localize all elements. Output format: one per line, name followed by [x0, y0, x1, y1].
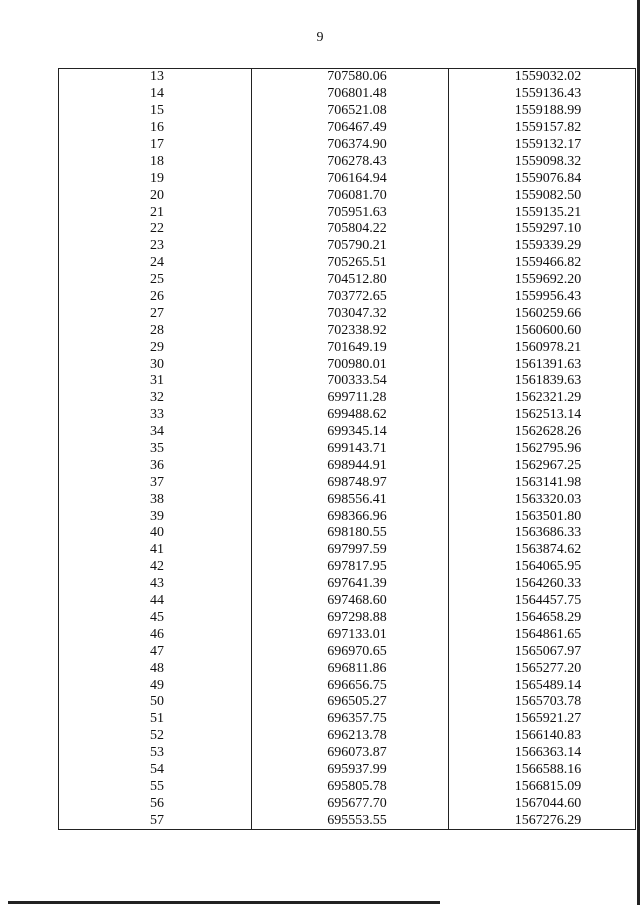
- table-row: [59, 103, 636, 120]
- x-coordinate-cell: 706467.49: [252, 120, 449, 137]
- y-coordinate-cell: 1563874.62: [449, 542, 636, 559]
- point-number-cell: 29: [59, 339, 252, 356]
- y-coordinate-cell: 1565489.14: [449, 677, 636, 694]
- x-coordinate-cell: 704512.80: [252, 272, 449, 289]
- table-row: [59, 762, 636, 779]
- table-row: [59, 238, 636, 255]
- point-number-cell: 52: [59, 728, 252, 745]
- x-coordinate-cell: 701649.19: [252, 339, 449, 356]
- y-coordinate-cell: 1559297.10: [449, 221, 636, 238]
- table-row: [59, 424, 636, 441]
- point-number-cell: 43: [59, 576, 252, 593]
- point-number-cell: 35: [59, 441, 252, 458]
- y-coordinate-cell: 1565277.20: [449, 660, 636, 677]
- table-row: [59, 69, 636, 86]
- table-row: [59, 255, 636, 272]
- table-row: [59, 170, 636, 187]
- table-row: [59, 812, 636, 829]
- point-number-cell: 18: [59, 153, 252, 170]
- x-coordinate-cell: 697997.59: [252, 542, 449, 559]
- y-coordinate-cell: 1559136.43: [449, 86, 636, 103]
- y-coordinate-cell: 1565921.27: [449, 711, 636, 728]
- y-coordinate-cell: 1564861.65: [449, 626, 636, 643]
- x-coordinate-cell: 699711.28: [252, 390, 449, 407]
- y-coordinate-cell: 1559132.17: [449, 137, 636, 154]
- x-coordinate-cell: 698556.41: [252, 491, 449, 508]
- y-coordinate-cell: 1559157.82: [449, 120, 636, 137]
- x-coordinate-cell: 706278.43: [252, 153, 449, 170]
- x-coordinate-cell: 700980.01: [252, 356, 449, 373]
- table-row: [59, 643, 636, 660]
- point-number-cell: 57: [59, 812, 252, 829]
- y-coordinate-cell: 1562321.29: [449, 390, 636, 407]
- x-coordinate-cell: 706801.48: [252, 86, 449, 103]
- x-coordinate-cell: 697298.88: [252, 610, 449, 627]
- x-coordinate-cell: 696656.75: [252, 677, 449, 694]
- point-number-cell: 47: [59, 643, 252, 660]
- table-row: [59, 457, 636, 474]
- point-number-cell: 30: [59, 356, 252, 373]
- point-number-cell: 31: [59, 373, 252, 390]
- point-number-cell: 45: [59, 610, 252, 627]
- point-number-cell: 28: [59, 322, 252, 339]
- x-coordinate-cell: 703047.32: [252, 305, 449, 322]
- y-coordinate-cell: 1559076.84: [449, 170, 636, 187]
- point-number-cell: 42: [59, 559, 252, 576]
- bottom-rule: [8, 901, 440, 904]
- table-row: [59, 474, 636, 491]
- y-coordinate-cell: 1560259.66: [449, 305, 636, 322]
- table-row: [59, 677, 636, 694]
- point-number-cell: 37: [59, 474, 252, 491]
- point-number-cell: 13: [59, 69, 252, 86]
- y-coordinate-cell: 1559082.50: [449, 187, 636, 204]
- y-coordinate-cell: 1567044.60: [449, 795, 636, 812]
- x-coordinate-cell: 706521.08: [252, 103, 449, 120]
- x-coordinate-cell: 695805.78: [252, 778, 449, 795]
- table-row: [59, 795, 636, 812]
- y-coordinate-cell: 1563320.03: [449, 491, 636, 508]
- point-number-cell: 26: [59, 289, 252, 306]
- table-row: [59, 339, 636, 356]
- x-coordinate-cell: 705951.63: [252, 204, 449, 221]
- x-coordinate-cell: 703772.65: [252, 289, 449, 306]
- y-coordinate-cell: 1562795.96: [449, 441, 636, 458]
- point-number-cell: 40: [59, 525, 252, 542]
- table-row: [59, 745, 636, 762]
- x-coordinate-cell: 696970.65: [252, 643, 449, 660]
- x-coordinate-cell: 705804.22: [252, 221, 449, 238]
- table-row: [59, 272, 636, 289]
- point-number-cell: 25: [59, 272, 252, 289]
- y-coordinate-cell: 1567276.29: [449, 812, 636, 829]
- point-number-cell: 54: [59, 762, 252, 779]
- point-number-cell: 32: [59, 390, 252, 407]
- table-row: [59, 576, 636, 593]
- table-row: [59, 120, 636, 137]
- point-number-cell: 21: [59, 204, 252, 221]
- point-number-cell: 27: [59, 305, 252, 322]
- point-number-cell: 22: [59, 221, 252, 238]
- x-coordinate-cell: 697641.39: [252, 576, 449, 593]
- table-row: [59, 728, 636, 745]
- y-coordinate-cell: 1560978.21: [449, 339, 636, 356]
- table-row: [59, 356, 636, 373]
- x-coordinate-cell: 697817.95: [252, 559, 449, 576]
- point-number-cell: 17: [59, 137, 252, 154]
- x-coordinate-cell: 697133.01: [252, 626, 449, 643]
- x-coordinate-cell: 698748.97: [252, 474, 449, 491]
- point-number-cell: 34: [59, 424, 252, 441]
- y-coordinate-cell: 1562628.26: [449, 424, 636, 441]
- y-coordinate-cell: 1559339.29: [449, 238, 636, 255]
- point-number-cell: 20: [59, 187, 252, 204]
- table-row: [59, 660, 636, 677]
- x-coordinate-cell: 695937.99: [252, 762, 449, 779]
- table-row: [59, 204, 636, 221]
- y-coordinate-cell: 1565703.78: [449, 694, 636, 711]
- point-number-cell: 49: [59, 677, 252, 694]
- x-coordinate-cell: 706164.94: [252, 170, 449, 187]
- x-coordinate-cell: 695677.70: [252, 795, 449, 812]
- y-coordinate-cell: 1562513.14: [449, 407, 636, 424]
- table-row: [59, 137, 636, 154]
- point-number-cell: 36: [59, 457, 252, 474]
- y-coordinate-cell: 1566140.83: [449, 728, 636, 745]
- y-coordinate-cell: 1559098.32: [449, 153, 636, 170]
- x-coordinate-cell: 696073.87: [252, 745, 449, 762]
- x-coordinate-cell: 698366.96: [252, 508, 449, 525]
- point-number-cell: 56: [59, 795, 252, 812]
- point-number-cell: 33: [59, 407, 252, 424]
- point-number-cell: 48: [59, 660, 252, 677]
- point-number-cell: 38: [59, 491, 252, 508]
- y-coordinate-cell: 1566815.09: [449, 778, 636, 795]
- table-row: [59, 407, 636, 424]
- coordinates-table: [58, 68, 636, 830]
- table-row: [59, 610, 636, 627]
- y-coordinate-cell: 1561391.63: [449, 356, 636, 373]
- y-coordinate-cell: 1565067.97: [449, 643, 636, 660]
- table-row: [59, 694, 636, 711]
- point-number-cell: 41: [59, 542, 252, 559]
- table-row: [59, 559, 636, 576]
- table-row: [59, 711, 636, 728]
- y-coordinate-cell: 1562967.25: [449, 457, 636, 474]
- x-coordinate-cell: 706081.70: [252, 187, 449, 204]
- table-row: [59, 289, 636, 306]
- table-row: [59, 373, 636, 390]
- point-number-cell: 14: [59, 86, 252, 103]
- point-number-cell: 51: [59, 711, 252, 728]
- x-coordinate-cell: 699488.62: [252, 407, 449, 424]
- x-coordinate-cell: 696213.78: [252, 728, 449, 745]
- table-row: [59, 305, 636, 322]
- y-coordinate-cell: 1559032.02: [449, 69, 636, 86]
- x-coordinate-cell: 702338.92: [252, 322, 449, 339]
- table-row: [59, 491, 636, 508]
- table-row: [59, 593, 636, 610]
- coordinates-table-body: [59, 69, 636, 830]
- table-row: [59, 390, 636, 407]
- point-number-cell: 15: [59, 103, 252, 120]
- table-row: [59, 778, 636, 795]
- x-coordinate-cell: 696505.27: [252, 694, 449, 711]
- table-row: [59, 187, 636, 204]
- point-number-cell: 50: [59, 694, 252, 711]
- x-coordinate-cell: 707580.06: [252, 69, 449, 86]
- x-coordinate-cell: 696357.75: [252, 711, 449, 728]
- y-coordinate-cell: 1559692.20: [449, 272, 636, 289]
- x-coordinate-cell: 699143.71: [252, 441, 449, 458]
- y-coordinate-cell: 1566588.16: [449, 762, 636, 779]
- y-coordinate-cell: 1561839.63: [449, 373, 636, 390]
- x-coordinate-cell: 705265.51: [252, 255, 449, 272]
- y-coordinate-cell: 1564260.33: [449, 576, 636, 593]
- point-number-cell: 24: [59, 255, 252, 272]
- y-coordinate-cell: 1566363.14: [449, 745, 636, 762]
- x-coordinate-cell: 696811.86: [252, 660, 449, 677]
- y-coordinate-cell: 1559466.82: [449, 255, 636, 272]
- table-row: [59, 441, 636, 458]
- table-row: [59, 542, 636, 559]
- point-number-cell: 19: [59, 170, 252, 187]
- x-coordinate-cell: 698944.91: [252, 457, 449, 474]
- y-coordinate-cell: 1559188.99: [449, 103, 636, 120]
- table-row: [59, 525, 636, 542]
- y-coordinate-cell: 1563686.33: [449, 525, 636, 542]
- y-coordinate-cell: 1560600.60: [449, 322, 636, 339]
- point-number-cell: 23: [59, 238, 252, 255]
- point-number-cell: 46: [59, 626, 252, 643]
- page-number: 9: [316, 30, 324, 45]
- table-row: [59, 86, 636, 103]
- x-coordinate-cell: 695553.55: [252, 812, 449, 829]
- table-row: [59, 153, 636, 170]
- point-number-cell: 44: [59, 593, 252, 610]
- table-row: [59, 221, 636, 238]
- y-coordinate-cell: 1563141.98: [449, 474, 636, 491]
- point-number-cell: 39: [59, 508, 252, 525]
- x-coordinate-cell: 706374.90: [252, 137, 449, 154]
- x-coordinate-cell: 705790.21: [252, 238, 449, 255]
- x-coordinate-cell: 699345.14: [252, 424, 449, 441]
- y-coordinate-cell: 1559135.21: [449, 204, 636, 221]
- y-coordinate-cell: 1564457.75: [449, 593, 636, 610]
- y-coordinate-cell: 1559956.43: [449, 289, 636, 306]
- y-coordinate-cell: 1564065.95: [449, 559, 636, 576]
- table-row: [59, 322, 636, 339]
- table-row: [59, 508, 636, 525]
- x-coordinate-cell: 700333.54: [252, 373, 449, 390]
- x-coordinate-cell: 697468.60: [252, 593, 449, 610]
- table-row: [59, 626, 636, 643]
- y-coordinate-cell: 1563501.80: [449, 508, 636, 525]
- y-coordinate-cell: 1564658.29: [449, 610, 636, 627]
- x-coordinate-cell: 698180.55: [252, 525, 449, 542]
- point-number-cell: 16: [59, 120, 252, 137]
- point-number-cell: 55: [59, 778, 252, 795]
- point-number-cell: 53: [59, 745, 252, 762]
